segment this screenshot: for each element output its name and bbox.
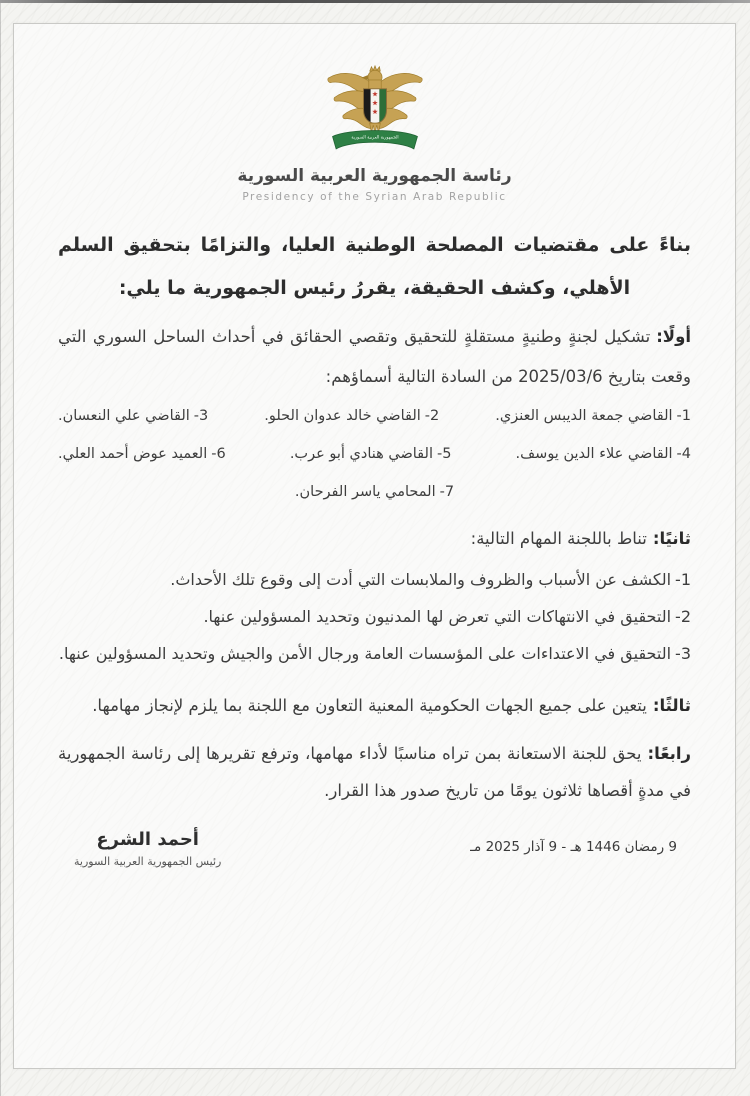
member-7-number: 7- [439, 484, 455, 500]
member-3-number: 3- [193, 408, 209, 424]
member-6-number: 6- [211, 446, 226, 462]
decree-content [14, 24, 735, 1068]
signatory-title: رئيس الجمهورية العربية السورية [74, 855, 222, 868]
committee-member-1 [495, 406, 691, 427]
decree-document-card [13, 23, 736, 1069]
task-3-text: التحقيق في الاعتداءات على المؤسسات العامة ورجال الأمن والجيش وتحديد المسؤولين عنها. [58, 644, 672, 663]
section-second-lead: ثانيًا: [652, 529, 691, 548]
member-5-number: 5- [436, 446, 452, 462]
section-third [58, 687, 691, 724]
member-4-number: 4- [676, 446, 691, 462]
svg-text:الجمهورية العربية السورية: الجمهورية العربية السورية [350, 135, 399, 141]
section-first-text: تشكيل لجنةٍ وطنيةٍ مستقلةٍ للتحقيق وتقصي الحقائق في أحداث الساحل السوري التي وقعت بتاريخ 2025/03/6 من السادة التالية أسماؤهم: [58, 327, 691, 386]
member-1-name: القاضي جمعة الديبس العنزي. [495, 408, 673, 424]
section-second-text: تناط باللجنة المهام التالية: [470, 529, 647, 548]
section-first [58, 317, 691, 397]
member-2-name: القاضي خالد عدوان الحلو. [264, 408, 421, 424]
committee-members-list [58, 406, 691, 503]
task-2 [58, 598, 691, 635]
member-5-name: القاضي هنادي أبو عرب. [289, 446, 433, 462]
members-row-1 [58, 406, 691, 427]
committee-member-2 [264, 406, 439, 427]
committee-member-3 [58, 406, 208, 427]
section-second [58, 520, 691, 558]
task-2-number: 2- [675, 607, 691, 626]
member-7-name: المحامي ياسر الفرحان. [294, 484, 436, 500]
section-fourth-lead: رابعًا: [647, 744, 691, 763]
members-row-3 [58, 482, 691, 503]
presidency-title-arabic: رئاسة الجمهورية العربية السورية [237, 166, 512, 186]
presidency-title-english: Presidency of the Syrian Arab Republic [242, 191, 507, 203]
section-third-text: يتعين على جميع الجهات الحكومية المعنية التعاون مع اللجنة بما يلزم لإنجاز مهامها. [92, 696, 647, 715]
member-4-name: القاضي علاء الدين يوسف. [515, 446, 673, 462]
task-1-text: الكشف عن الأسباب والظروف والملابسات التي أدت إلى وقوع تلك الأحداث. [170, 570, 672, 589]
signatory-name: أحمد الشرع [96, 829, 199, 850]
task-1 [58, 561, 691, 598]
photo-top-edge [0, 0, 750, 3]
section-first-lead: أولًا: [656, 327, 691, 346]
decree-preamble: بناءً على مقتضيات المصلحة الوطنية العليا، والتزامًا بتحقيق السلم الأهلي، وكشف الحقيقة، يقررُ رئيس الجمهورية ما يلي: [58, 234, 691, 299]
members-row-2 [58, 444, 691, 465]
section-third-lead: ثالثًا: [652, 696, 691, 715]
decree-date: 9 رمضان 1446 هـ - 9 آذار 2025 مـ [470, 839, 677, 855]
committee-member-5 [290, 444, 452, 465]
member-1-number: 1- [676, 408, 691, 424]
committee-member-7 [295, 482, 454, 503]
section-fourth [58, 735, 691, 809]
photo-left-edge [0, 3, 1, 1096]
presidency-header [58, 64, 691, 203]
task-3-number: 3- [675, 644, 691, 663]
committee-tasks-list [58, 561, 691, 672]
section-fourth-text: يحق للجنة الاستعانة بمن تراه مناسبًا لأداء مهامها، وترفع تقريرها إلى رئاسة الجمهورية في مدةٍ أقصاها ثلاثون يومًا من تاريخ صدور هذا القرار. [58, 744, 691, 800]
task-2-text: التحقيق في الانتهاكات التي تعرض لها المدنيون وتحديد المسؤولين عنها. [203, 607, 672, 626]
member-3-name: القاضي علي النعسان. [58, 408, 190, 424]
task-3 [58, 635, 691, 672]
member-2-number: 2- [424, 408, 440, 424]
task-1-number: 1- [675, 570, 691, 589]
member-6-name: العميد عوض أحمد العلي. [58, 446, 208, 462]
committee-member-4 [516, 444, 691, 465]
committee-member-6 [58, 444, 226, 465]
signature-block [74, 829, 221, 868]
syrian-eagle-emblem-icon [322, 64, 428, 156]
decree-footer [58, 829, 691, 868]
